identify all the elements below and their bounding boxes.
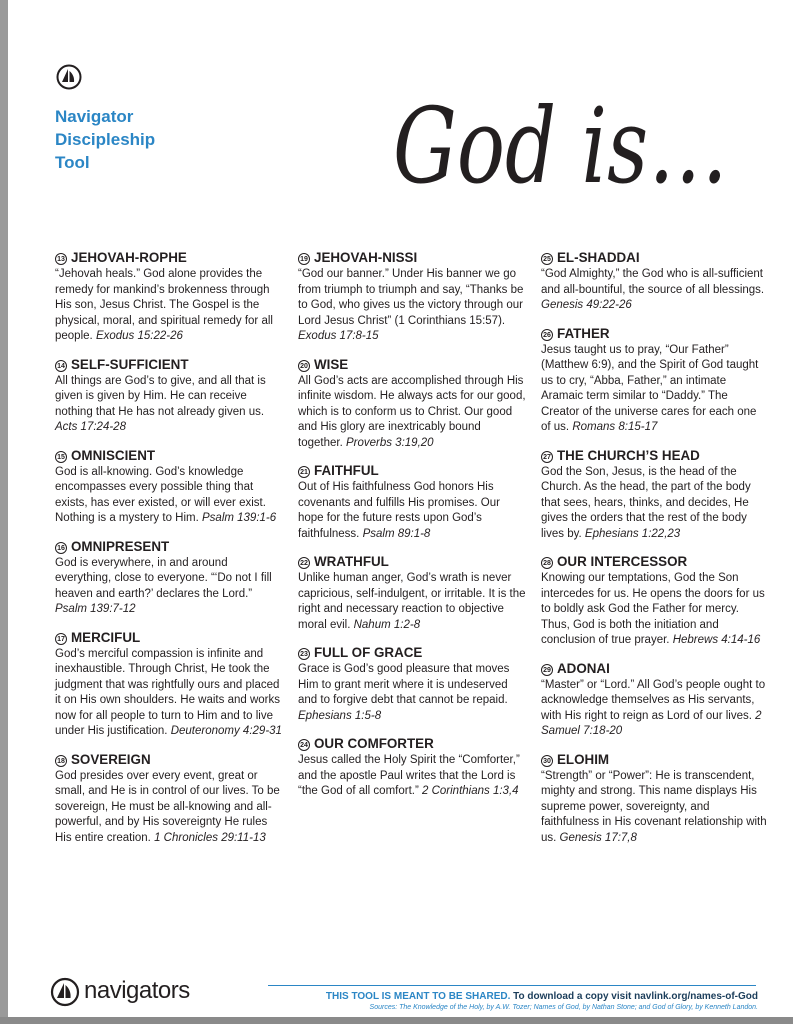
- navigators-logo-icon: [56, 64, 82, 90]
- scripture-reference: 2 Samuel 7:18-20: [541, 709, 762, 737]
- entry-title: OUR INTERCESSOR: [557, 554, 688, 569]
- scripture-reference: Acts 17:24-28: [55, 421, 126, 433]
- entry-heading: [541, 554, 769, 570]
- entry-heading: [55, 752, 283, 768]
- name-entry: [541, 752, 769, 847]
- entry-title: WISE: [314, 356, 349, 372]
- entry-title: OMNISCIENT: [71, 447, 156, 463]
- entry-heading: [541, 448, 769, 464]
- entry-description: “God our banner.” Under His banner we go from triumph to triumph and say, “Thanks be to God, who gives us the victory through our Lord Jesus Christ” (1 Corinthians 15:57).: [298, 268, 524, 327]
- entry-description: Jesus called the Holy Spirit the “Comforter,” and the apostle Paul writes that the Lord is “the God of all comfort.”: [298, 754, 520, 797]
- names-column-1: [55, 250, 283, 858]
- scripture-reference: Proverbs 3:19,20: [345, 436, 434, 449]
- footer-logo-text: navigators: [84, 977, 190, 1004]
- entry-body: [55, 374, 283, 436]
- name-entry: [298, 357, 526, 452]
- entry-title: FATHER: [557, 325, 610, 341]
- names-column-2: [298, 250, 526, 812]
- scripture-reference: Psalm 139:7-12: [55, 603, 136, 615]
- scripture-reference: Nahum 1:2-8: [353, 618, 421, 631]
- entry-heading: [298, 357, 526, 373]
- entry-number-badge: 15: [55, 451, 67, 463]
- entry-description: “Jehovah heals.” God alone provides the remedy for mankind’s brokenness through His son, Jesus Christ. The Gospel is the physical, moral, and spiritual remedy for all people.: [55, 268, 273, 342]
- entry-number-badge: 22: [298, 557, 310, 569]
- entry-title: OMNIPRESENT: [71, 538, 170, 554]
- entry-number-badge: 18: [55, 755, 67, 767]
- entry-title: OUR COMFORTER: [314, 736, 434, 751]
- entry-title: SELF-SUFFICIENT: [71, 356, 189, 372]
- entry-number-badge: 19: [298, 253, 310, 265]
- script-title-text: God is…: [393, 85, 728, 207]
- entry-description: Out of His faithfulness God honors His covenants and fulfills His promises. Our hope for the future rests upon God’s faithfulness.: [298, 481, 500, 540]
- entry-description: Knowing our temptations, God the Son intercedes for us. He opens the doors for us to boldly ask God the Father for mercy. Thus, God is both the initiation and conclusion of true prayer.: [541, 572, 765, 646]
- scripture-reference: Exodus 17:8-15: [298, 330, 379, 342]
- entry-title: WRATHFUL: [314, 554, 389, 569]
- navigators-logo-icon: [50, 977, 80, 1007]
- entry-body: [298, 753, 526, 800]
- name-entry: [541, 326, 769, 436]
- entry-body: [55, 556, 283, 618]
- entry-heading: [541, 326, 769, 342]
- name-entry: [55, 630, 283, 740]
- entry-number-badge: 20: [298, 360, 310, 372]
- name-entry: [298, 736, 526, 800]
- entry-heading: [541, 752, 769, 768]
- entry-title: FULL OF GRACE: [314, 645, 423, 660]
- entry-number-badge: 28: [541, 557, 553, 569]
- entry-body: [298, 480, 526, 542]
- entry-number-badge: 25: [541, 253, 553, 265]
- entry-title: ELOHIM: [557, 751, 610, 767]
- brand-line: Navigator: [55, 107, 134, 126]
- entry-number-badge: 21: [298, 466, 310, 478]
- scripture-reference: Hebrews 4:14-16: [672, 634, 761, 646]
- entry-body: [541, 769, 769, 847]
- entry-description: God is all-knowing. God’s knowledge encompasses every possible thing that exists, has ever existed, or will ever exist. Nothing is a mystery to Him.: [55, 465, 266, 524]
- entry-number-badge: 23: [298, 648, 310, 660]
- entry-title: JEHOVAH-ROPHE: [71, 250, 187, 265]
- entry-number-badge: 14: [55, 360, 67, 372]
- entry-number-badge: 29: [541, 664, 553, 676]
- scripture-reference: Psalm 89:1-8: [362, 527, 431, 540]
- entry-body: [55, 647, 283, 740]
- scripture-reference: Psalm 139:1-6: [202, 512, 277, 524]
- entry-description: Grace is God’s good pleasure that moves Him to grant merit where it is undeserved and to forgive debt that cannot be repaid.: [298, 663, 510, 706]
- page-edge-shadow: [0, 0, 8, 1024]
- name-entry: [55, 448, 283, 527]
- scripture-reference: Ephesians 1:22,23: [584, 527, 681, 540]
- entry-description: God the Son, Jesus, is the head of the Church. As the head, the part of the body that sees, hears, thinks, and decides, He gives the orders that the rest of the body lives by.: [541, 465, 751, 540]
- entry-body: [298, 267, 526, 345]
- name-entry: [541, 661, 769, 740]
- entry-body: [298, 374, 526, 452]
- entry-description: Jesus taught us to pray, “Our Father” (Matthew 6:9), and the Spirit of God taught us to cry, “Abba, Father,” an intimate Aramaic term similar to “Daddy.” The Creator of the universe cares for each one of us.: [541, 343, 759, 433]
- entry-number-badge: 27: [541, 451, 553, 463]
- entry-body: [541, 343, 769, 436]
- entry-heading: [298, 736, 526, 752]
- entry-title: JEHOVAH-NISSI: [314, 250, 418, 265]
- entry-description: “Master” or “Lord.” All God’s people ought to acknowledge themselves as His servants, with His right to reign as Lord of our lives.: [541, 678, 766, 722]
- name-entry: [541, 554, 769, 649]
- entry-description: God is everywhere, in and around everything, close to everyone. “‘Do not I fill heaven and earth?’ declares the Lord.”: [55, 556, 272, 600]
- entry-heading: [55, 250, 283, 266]
- name-entry: [541, 448, 769, 543]
- name-entry: [55, 539, 283, 618]
- entry-heading: [541, 661, 769, 677]
- name-entry: [298, 250, 526, 345]
- entry-number-badge: 17: [55, 633, 67, 645]
- entry-title: ADONAI: [557, 660, 610, 676]
- entry-number-badge: 26: [541, 329, 553, 341]
- name-entry: [298, 645, 526, 724]
- entry-body: [541, 678, 769, 740]
- scripture-reference: Ephesians 1:5-8: [298, 709, 382, 722]
- entry-body: [298, 662, 526, 724]
- entry-title: MERCIFUL: [71, 629, 141, 645]
- scripture-reference: Exodus 15:22-26: [95, 330, 183, 342]
- footer-share-line: [268, 990, 758, 1003]
- entry-number-badge: 13: [55, 253, 67, 265]
- script-title: [385, 70, 745, 220]
- footer-divider: [268, 985, 756, 986]
- entry-heading: [55, 630, 283, 646]
- name-entry: [298, 463, 526, 542]
- footer-sources: Sources: The Knowledge of the Holy, by A.W. Tozer; Names of God, by Nathan Stone; and God of Glory, by Kenneth Landon.: [369, 1004, 758, 1011]
- entry-heading: [541, 250, 769, 266]
- entry-body: [298, 571, 526, 633]
- entry-heading: [298, 463, 526, 479]
- brand-line: Tool: [55, 153, 90, 172]
- name-entry: [55, 357, 283, 436]
- entry-description: Unlike human anger, God’s wrath is never capricious, self-indulgent, or irritable. It is the right and necessary reaction to objective moral evil.: [298, 572, 526, 631]
- download-link[interactable]: To download a copy visit navlink.org/names-of-God: [513, 991, 758, 1002]
- share-text: THIS TOOL IS MEANT TO BE SHARED.: [325, 991, 511, 1002]
- entry-body: [55, 769, 283, 847]
- entry-body: [55, 465, 283, 527]
- name-entry: [298, 554, 526, 633]
- entry-description: All things are God’s to give, and all that is given is given by Him. He can receive nothing that He has not already given us.: [55, 374, 266, 418]
- entry-heading: [55, 357, 283, 373]
- entry-description: God presides over every event, great or small, and He is in control of our lives. To be sovereign, He must be all-knowing and all-powerful, and by His sovereignty He rules His entire creation.: [55, 769, 280, 844]
- scripture-reference: Genesis 49:22-26: [541, 299, 632, 311]
- entry-number-badge: 24: [298, 739, 310, 751]
- entry-heading: [55, 539, 283, 555]
- entry-title: SOVEREIGN: [71, 751, 151, 767]
- entry-description: All God’s acts are accomplished through His infinite wisdom. He always acts for our good, which is to conform us to Christ. Our good and His glory are inextricably bound together.: [298, 374, 526, 449]
- entry-body: [55, 267, 283, 345]
- entry-description: “Strength” or “Power”: He is transcendent, mighty and strong. This name displays His supreme power, sovereignty, and faithfulness in His covenant relationship with us.: [541, 769, 767, 844]
- entry-body: [541, 267, 769, 314]
- entry-description: “God Almighty,” the God who is all-sufficient and all-bountiful, the source of all blessings.: [541, 268, 765, 296]
- entry-title: EL-SHADDAI: [557, 250, 640, 265]
- entry-heading: [298, 554, 526, 570]
- name-entry: [541, 250, 769, 314]
- scripture-reference: Genesis 17:7,8: [559, 831, 637, 844]
- entry-heading: [298, 250, 526, 266]
- entry-title: THE CHURCH’S HEAD: [557, 447, 700, 463]
- scripture-reference: Romans 8:15-17: [572, 421, 658, 433]
- names-column-3: [541, 250, 769, 858]
- entry-number-badge: 30: [541, 755, 553, 767]
- page-bottom-shadow: [0, 1017, 793, 1024]
- footer-logo: [50, 974, 220, 1008]
- tool-brand-title: [55, 105, 275, 174]
- entry-description: God’s merciful compassion is infinite and inexhaustible. Through Christ, He took the judgment that was rightfully ours and placed it on His own shoulders. He waits and works now for all people to turn to Him and to live under His justification.: [55, 647, 280, 737]
- name-entry: [55, 250, 283, 345]
- entry-heading: [298, 645, 526, 661]
- entry-number-badge: 16: [55, 542, 67, 554]
- scripture-reference: 2 Corinthians 1:3,4: [422, 785, 519, 797]
- entry-title: FAITHFUL: [314, 463, 379, 478]
- entry-heading: [55, 448, 283, 464]
- entry-body: [541, 571, 769, 649]
- entry-body: [541, 465, 769, 543]
- scripture-reference: 1 Chronicles 29:11-13: [154, 831, 266, 844]
- brand-line: Discipleship: [55, 130, 156, 149]
- name-entry: [55, 752, 283, 847]
- scripture-reference: Deuteronomy 4:29-31: [170, 725, 282, 737]
